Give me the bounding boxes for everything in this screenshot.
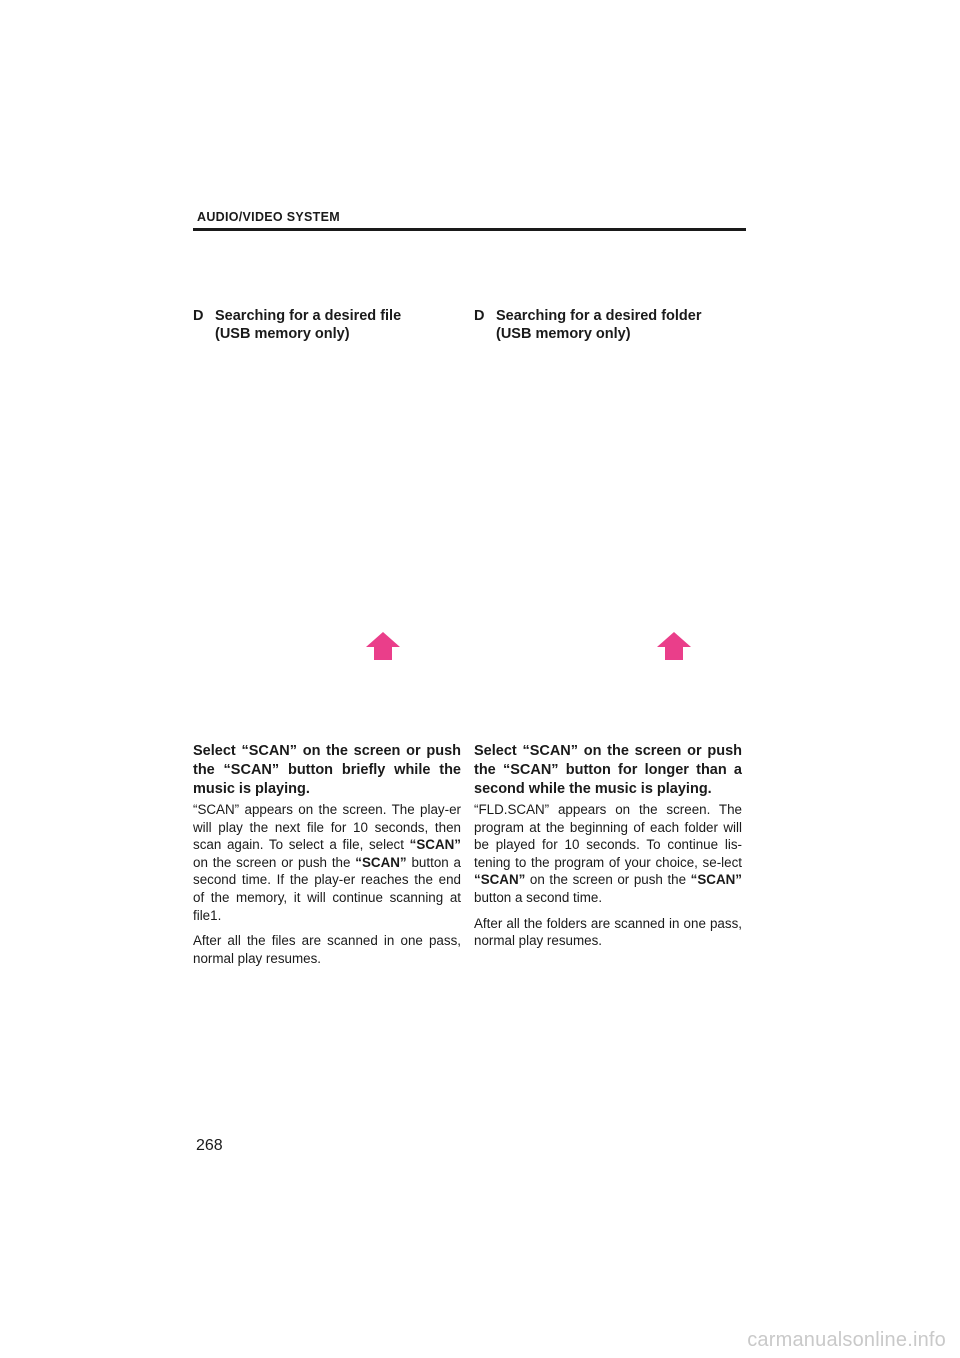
up-arrow-icon [657, 632, 691, 660]
left-instruction: Select “SCAN” on the screen or push the “SCAN” button briefly while the music is playing. [193, 743, 461, 797]
header-rule [193, 228, 746, 231]
bullet-icon: D [193, 308, 204, 324]
watermark: carmanualsonline.info [747, 1329, 946, 1351]
right-heading-line2: (USB memory only) [496, 326, 631, 342]
right-p1-text-a: “FLD.SCAN” appears on the screen. The program at the beginning of each folder will be played for 10 seconds. To continue lis-tening to the program of your choice, se-lect [474, 802, 742, 870]
left-p1-text-c: button a second time. If the play-er reaches the end of the memory, it will continue scanning at file1. [193, 854, 461, 923]
right-heading [474, 307, 701, 343]
right-instruction: Select “SCAN” on the screen or push the “SCAN” button for longer than a second while the music is playing. [474, 743, 742, 797]
right-body [474, 801, 742, 958]
up-arrow-icon [366, 632, 400, 660]
left-paragraph-1 [193, 801, 461, 924]
right-paragraph-1 [474, 801, 742, 907]
bullet-icon: D [474, 308, 485, 324]
right-paragraph-2: After all the folders are scanned in one pass, normal play resumes. [474, 915, 742, 949]
left-p1-key-2: “SCAN” [355, 854, 407, 870]
left-p1-text-b: on the screen or push the [193, 854, 356, 870]
left-heading [193, 307, 401, 343]
right-p1-text-c: button a second time. [474, 889, 603, 905]
left-p1-text-a: “SCAN” appears on the screen. The play-er will play the next file for 10 seconds, then scan again. To select a file, select [193, 802, 461, 853]
right-p1-text-b: on the screen or push the [525, 872, 691, 888]
left-heading-line1: Searching for a desired file [215, 308, 402, 324]
right-p1-key-2: “SCAN” [690, 872, 742, 888]
right-heading-line1: Searching for a desired folder [496, 308, 702, 324]
left-paragraph-2: After all the files are scanned in one pass, normal play resumes. [193, 933, 461, 966]
left-p1-key-1: “SCAN” [409, 837, 461, 853]
page-number: 268 [196, 1137, 223, 1154]
left-heading-line2: (USB memory only) [215, 326, 350, 342]
right-p1-key-1: “SCAN” [474, 872, 526, 888]
left-body [193, 801, 461, 975]
section-header: AUDIO/VIDEO SYSTEM [197, 210, 340, 224]
